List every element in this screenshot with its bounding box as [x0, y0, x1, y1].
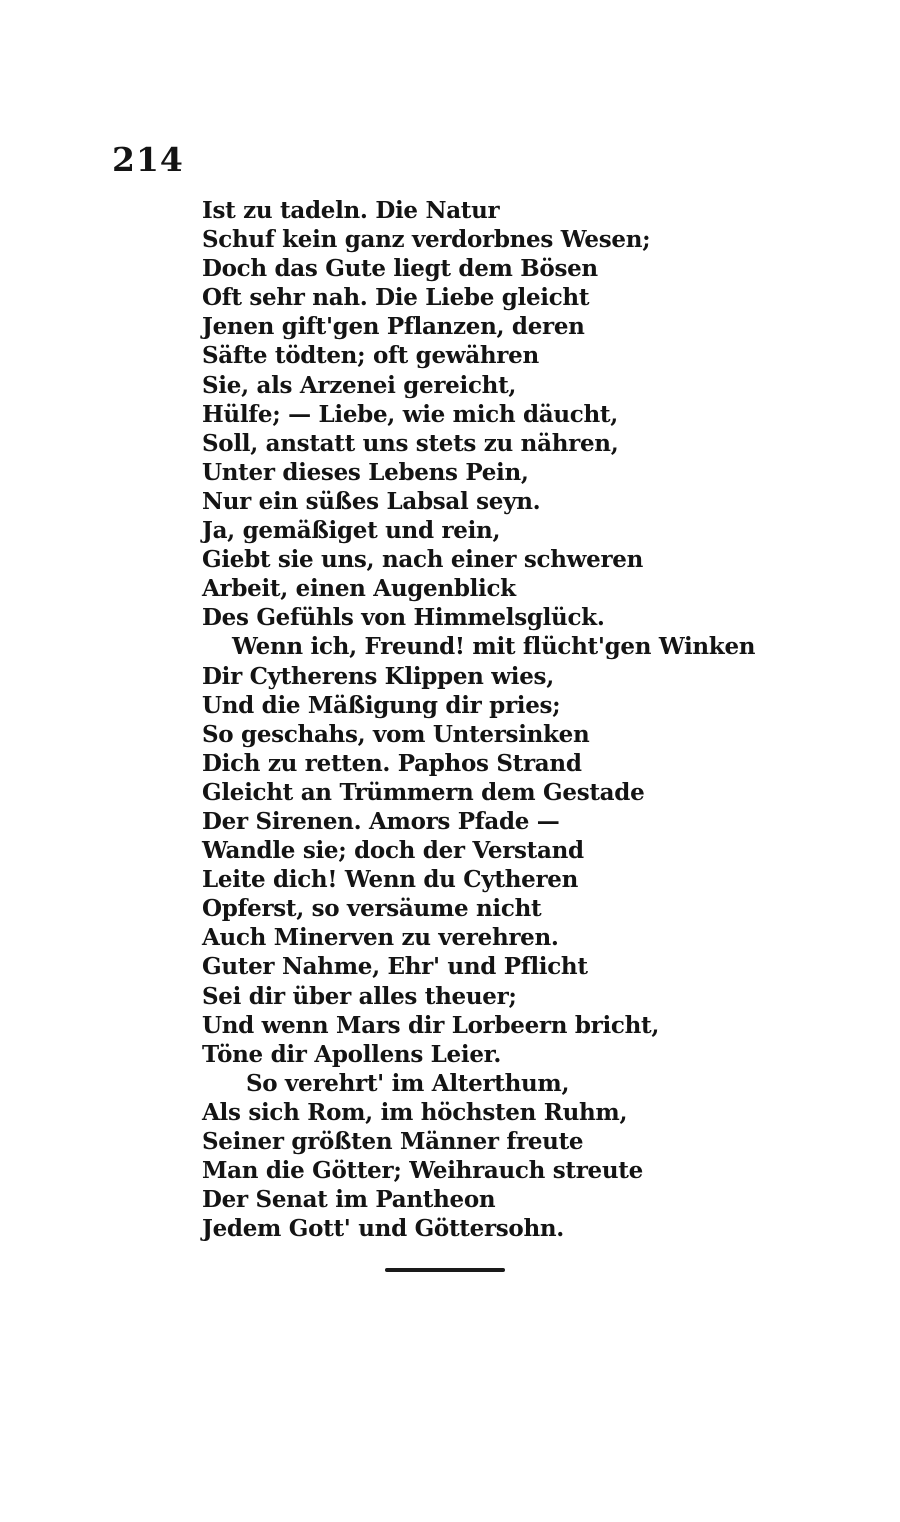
- poem-line: Nur ein süßes Labsal seyn.: [202, 487, 541, 515]
- poem-line: Auch Minerven zu verehren.: [202, 924, 559, 952]
- poem-line: Hülfe; — Liebe, wie mich däucht,: [202, 400, 618, 428]
- poem-line: Säfte tödten; oft gewähren: [202, 342, 539, 370]
- poem-line: Und die Mäßigung dir pries;: [202, 691, 561, 719]
- poem-line: Sei dir über alles theuer;: [202, 982, 517, 1010]
- poem-line: Doch das Gute liegt dem Bösen: [202, 255, 598, 283]
- poem-line: Ist zu tadeln. Die Natur: [202, 197, 500, 224]
- poem-line: Der Sirenen. Amors Pfade —: [202, 807, 560, 835]
- poem-line: So verehrt' im Alterthum,: [246, 1069, 570, 1097]
- page-number: 214: [112, 140, 184, 179]
- poem-line: Als sich Rom, im höchsten Ruhm,: [202, 1098, 628, 1126]
- poem-line: Seiner größten Männer freute: [202, 1128, 584, 1155]
- poem-line: Dich zu retten. Paphos Strand: [202, 749, 582, 777]
- poem-line: Arbeit, einen Augenblick: [202, 575, 516, 603]
- poem-line: Oft sehr nah. Die Liebe gleicht: [202, 284, 590, 312]
- poem-line: Guter Nahme, Ehr' und Pflicht: [202, 953, 588, 981]
- poem-line: Leite dich! Wenn du Cytheren: [202, 866, 579, 894]
- poem-line: Man die Götter; Weihrauch streute: [202, 1157, 643, 1185]
- poem-line: Opferst, so versäume nicht: [202, 895, 542, 923]
- poem-line: So geschahs, vom Untersinken: [202, 720, 590, 748]
- poem-line: Wandle sie; doch der Verstand: [202, 837, 584, 865]
- poem-line: Giebt sie uns, nach einer schweren: [202, 546, 644, 574]
- poem-line: Töne dir Apollens Leier.: [202, 1040, 502, 1068]
- poem-line: Ja, gemäßiget und rein,: [202, 517, 501, 545]
- poem-line: Sie, als Arzenei gereicht,: [202, 371, 517, 399]
- end-rule: [385, 1268, 505, 1272]
- poem-line: Dir Cytherens Klippen wies,: [202, 662, 554, 690]
- poem-line: Gleicht an Trümmern dem Gestade: [202, 778, 645, 806]
- poem-line: Unter dieses Lebens Pein,: [202, 458, 529, 486]
- poem-line: Jedem Gott' und Göttersohn.: [202, 1215, 565, 1243]
- poem-text: [202, 196, 756, 1243]
- poem-line: Der Senat im Pantheon: [202, 1186, 496, 1214]
- poem-line: Schuf kein ganz verdorbnes Wesen;: [202, 226, 651, 254]
- poem-line: Des Gefühls von Himmelsglück.: [202, 604, 605, 632]
- poem-line: Und wenn Mars dir Lorbeern bricht,: [202, 1011, 660, 1039]
- poem-line: Jenen gift'gen Pflanzen, deren: [202, 313, 585, 341]
- poem-line: Soll, anstatt uns stets zu nähren,: [202, 429, 619, 457]
- poem-line: Wenn ich, Freund! mit flücht'gen Winken: [232, 633, 756, 661]
